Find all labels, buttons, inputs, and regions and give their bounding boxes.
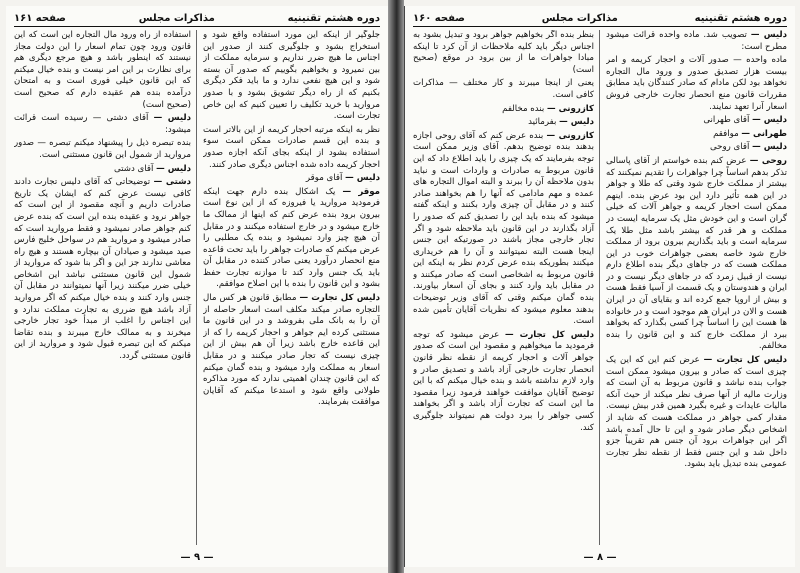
- paragraph: [203, 30, 380, 123]
- left-page-column-left: [14, 30, 197, 545]
- paragraph-text: عرض میشود که توجه فرمودید ما میخواهیم و مقصود این است که صدور جواهر آلات و احجار کریمه از نقطه نظر قانون انحصار تجارت خارجی آزاد باشد و تصدیق صادر و وارد لازم نداشته باشد و بنده خیال میکنم که با این توضیح آقایان موافقت خواهند فرمود زیرا مقصود ما این است که تجارت آزاد باشد و اگر بخواهند کسی جواهر را ببرد دولت هم نمیتواند جلوگیری کند.: [413, 329, 594, 433]
- speaker-name: دلیس —: [153, 113, 191, 124]
- right-page-header: [413, 10, 787, 27]
- paragraph: [606, 355, 787, 471]
- paragraph: [14, 177, 191, 363]
- paragraph-text: بفرمائید: [528, 117, 557, 128]
- paragraph-text: ماده واحده — صدور آلات و احجار کریمه و امر بیست هزار تصدیق صدور و ورود مال التجاره نخواهد بود لکن مادام که صادر کنندگان باید مطابق مقررات قانون منع انحصار تجارت خارجی فروش اسعار آنرا تعهد نمایند.: [606, 55, 787, 112]
- right-page-column-left: [413, 30, 600, 545]
- speaker-name: طهرانی —: [741, 128, 787, 139]
- right-header-title: مذاکرات مجلس: [541, 12, 618, 24]
- paragraph: [606, 115, 787, 127]
- speaker-name: دلیس کل تجارت —: [505, 329, 594, 340]
- paragraph: [413, 117, 594, 129]
- paragraph: [413, 104, 594, 116]
- paragraph: [606, 129, 787, 141]
- paragraph-text: آقای موقر: [305, 173, 343, 184]
- right-page: [404, 6, 795, 567]
- speaker-name: کازرونی —: [546, 130, 595, 141]
- paragraph: [413, 330, 594, 434]
- right-header-page-label: صفحه ۱۶۰: [413, 12, 465, 24]
- speaker-name: دلیس —: [345, 173, 380, 184]
- paragraph-text: بنده مخالفم: [502, 103, 545, 114]
- paragraph-text: مطابق قانون هر کس مال التجاره صادر میکند مکلف است اسعار حاصله از آن را به بانک ملی بفروشد و در این قانون ما مستثنی کرده ایم جواهر و احجار کریمه را که از این قاعده خارج باشد زیرا آن هم بیش از این چیزی نیست که تجار صادر میکنند و در مقابل اسعار به مملکت وارد میشود و بنده گمان میکنم که این قانون چندان اهمیتی ندارد که مورد مذاکره طولانی واقع شود و استدعا میکنم که آقایان موافقت بفرمایند.: [203, 293, 380, 408]
- speaker-name: دلیس —: [752, 142, 787, 153]
- speaker-name: دلیس کل تجارت —: [299, 293, 380, 304]
- left-header-page-label: صفحه ۱۶۱: [14, 12, 66, 24]
- paragraph-text: بنظر بنده اگر بخواهیم جواهر برود و تبدیل بشود به اجناس دیگر باید کلیه ملاحظات از آن کرد تا اینکه مبادا جواهرات ما از بین برود در موقع (صحیح است): [413, 30, 594, 75]
- paragraph: [203, 125, 380, 171]
- paragraph: [14, 164, 191, 176]
- paragraph-text: آقای طهرانی: [703, 115, 750, 126]
- paragraph: [413, 78, 594, 101]
- speaker-name: دلیس —: [156, 163, 191, 174]
- book-gutter: [388, 0, 404, 573]
- paragraph-text: آقای دشتی: [114, 163, 154, 174]
- paragraph: [413, 30, 594, 76]
- left-page-columns: [14, 30, 380, 545]
- paragraph: [606, 142, 787, 154]
- speaker-name: دلیس کل تجارت —: [703, 355, 787, 366]
- right-page-column-right: [606, 30, 787, 545]
- paragraph: [606, 30, 787, 53]
- paragraph: [14, 30, 191, 111]
- right-page-columns: [413, 30, 787, 545]
- speaker-name: روحی —: [749, 155, 787, 166]
- paragraph-text: موافقم: [713, 128, 739, 139]
- speaker-name: کازرونی —: [547, 103, 594, 114]
- left-page-number-value: ۹: [193, 552, 201, 563]
- paragraph: [413, 131, 594, 328]
- paragraph-text: توضیحاتی که آقای دلیس تجارت دادند کافی نیست عرض کنم که ایشان یک تاریخ صادرات داریم و آنچه مقصود از این است که جواهر نرود و عقیده بنده این است که بنده عرض کنم جواهر صادر نمیشود و فقط مروارید است که صادر میشود و مروارید هم در سواحل خلیج فارس صید میشود و صیادان آن بیچاره هستند و هیچ راه معاشی ندارند جز این و اگر بنا شود که مروارید از شمول این قانون مستثنی نباشد این اشخاص خیلی ضرر میکنند زیرا آنها نمیتوانند در مقابل آن جنس وارد کنند و بنده خیال میکنم که اگر مروارید آزاد باشد هیچ ضرری به تجارت مملکت ندارد و این اجناس را اغلب از مبدأ خود تجار خارجی میخرند و به ممالک خارج میبرند و بنده تقاضا میکنم که این تبصره قبول شود و مروارید از این قانون مستثنی گردد.: [14, 177, 191, 362]
- paragraph: [14, 138, 191, 161]
- paragraph: [606, 156, 787, 353]
- left-header-session: دوره هشتم تقنینیه: [287, 12, 380, 24]
- paragraph: [606, 55, 787, 113]
- left-page-number: — ۹ —: [180, 552, 214, 563]
- paragraph-text: بنده تبصره ذیل را پیشنهاد میکنم تبصره — صدور مروارید از شمول این قانون مستثنی است.: [14, 138, 191, 160]
- paragraph-text: آقای دشتی — رسیده است قرائت میشود:: [14, 113, 191, 135]
- right-page-number-value: ۸: [596, 552, 604, 563]
- paragraph: [203, 187, 380, 291]
- paragraph-text: جلوگیر از اینکه این مورد استفاده واقع شود و استخراج بشود و جلوگیری کنند از صدور این اجناس ما هیچ ضرر نداریم و سرمایه مملکت از بین نمیرود و بخواهیم بگوییم که صدور آن بسته شود و این هیچ نفعی ندارد و ما باید فکر دیگری بکنیم که از راه دیگر تشویق بشود و با صدور مروارید با خرید تکلیف را تعیین کنیم که این خاص تجارت است.: [203, 30, 380, 122]
- paragraph-text: یک اشکال بنده دارم جهت اینکه فرمودید مروارید یا فیروزه که از این نوع است بیرون برود بنده عرض کنم که اینها از ممالک ما خارج میشود و در خارج استفاده میکنند و در مقابل آن هیچ چیز وارد نمیشود و بنده یک مطلبی را عرض میکنم که صادرات جواهر را باید تحت قاعده منع انحصار درآورد یعنی صادر کننده در مقابل آن باید یک جنس وارد کند تا موازنه تجارت حفظ بشود و این قانون را بنده با این اصلاح موافقم.: [203, 186, 380, 290]
- paragraph: [14, 113, 191, 136]
- speaker-name: دشتی —: [153, 177, 191, 188]
- paragraph-text: عرض کنم این که این یک چیزی است که صادر و بیرون میشود ممکن است جواب بنده نباشد و قانون مربوط به آن است که وزارت مالیه از آنها صرف نظر میکند از حیث آنکه مالیات عایدات و غیره بگیرد همین قدر بیش نیست. مقدار کمی جواهر در مملکت هست که شاید از اشخاص دیگر صادر شود و این تا حال آمده باشد اگر این جواهرات برود آن جنس هم تقریباً جزو داخل شد و این جنس فقط از نقطه نظر تجارت عمومی بنده تبدیل باید بشود.: [606, 355, 787, 470]
- left-page-header: [14, 10, 380, 27]
- speaker-name: دلیس —: [752, 115, 787, 126]
- paragraph-text: تصویب شد. ماده واحده قرائت میشود مطرح است:: [606, 30, 787, 52]
- paragraph: [203, 293, 380, 409]
- speaker-name: دلیس —: [750, 30, 787, 40]
- paragraph-text: بنده عرض کنم که آقای روحی اجازه بدهند بنده توضیح بدهم. آقای وزیر ممکن است توجه بفرمایند که یک چیزی را باید اطلاع داد که این قانون مربوط به صادرات و واردات است و نباید بدون ملاحظه آن را ببرند و البته اموال التجاره های عمده و مهم مادامی که آنها را هم بخواهند صادر کنند و در مقابل آن چیزی وارد بکنند و اینکه گفته میشود که بنده باید این را تصدیق کنم که صدور را آزاد بگذارند در این قانون باید ملاحظه شود و اگر تجار خارجی مجاز باشند در صورتیکه این جنس اینجا هست البته نمیتوانند و آن را هم خریداری میکنند بطوریکه بنده عرض کردم نظر به اینکه این قانون مربوط به اشخاصی است که صادر میکنند و در مقابل باید وارد کنند و بجای آن اسعار بیاورند. بنده گمان میکنم وقتی که آقای وزیر توضیحات بدهند معلوم میشود که نظریات آقایان تأمین شده است.: [413, 130, 594, 327]
- right-page-number: — ۸ —: [583, 552, 617, 563]
- paragraph-text: نظر به اینکه مرتبه احجار کریمه از این بالاتر است و بنده این قسم صادرات ممکن است سوء استفاده بشود از اینکه بجای آنکه اجازه صدور احجار کریمه داده شده اجناس دیگری صادر کنند.: [203, 124, 380, 170]
- paragraph-text: یعنی از اینجا میبرند و کار مختلف — مذاکرات کافی است.: [413, 78, 594, 100]
- speaker-name: دلیس —: [559, 117, 594, 128]
- paragraph-text: عرض کنم بنده خواستم از آقای پاسالی تذکر بدهم اساساً چرا جواهرات را تقدیم نمیکنند که بیشتر از مملکت خارج شود وقتی که طلا و جواهر در این همه تأثیر دارد این بود عرض بنده. اینهم ممکن است احجار کریمه و جواهر آلات که خیلی گران است و این خودش مثل یک سرمایه ایست در مملکت و هر قدر که بیشتر باشد مثل طلا یک سرمایه است و باید بگذاریم بیرون برود از مملکت خارج شود خاصه بعضی جواهرات خوب در این مملکت هست که در جاهای دیگر بنده اطلاع دارم نیست از قبیل زمرد که در جاهای دیگر نیست و در ایران و هندوستان و یک قسمت از آسیا فقط هست و بیش از اروپا جمع کرده اند و بقایای آن در ایران هست و الان در ایران هم موجود است و در خانواده ها هست این را اساساً چرا کسی بگذارد که بخواهد ببرد از مملکت خارج کند و این قانون را بنده مخالفم.: [606, 155, 787, 352]
- right-header-session: دوره هشتم تقنینیه: [694, 12, 787, 24]
- paragraph-text: استفاده از راه ورود مال التجاره این است که این قانون ورود چون تمام اسعار را این دولت مجاز نیستند که اینطور باشد و هیچ مرجع دیگری هم برای نظارت بر این امر نیست و بنده خیال میکنم که این قانون خیلی فوری است و به امتحان درآمده بنده هم عقیده دارم که صحیح است (صحیح است): [14, 30, 191, 110]
- left-page-column-right: [203, 30, 380, 545]
- paragraph: [203, 173, 380, 185]
- left-header-title: مذاکرات مجلس: [138, 12, 215, 24]
- paragraph-text: آقای روحی: [710, 142, 750, 153]
- speaker-name: موقر —: [342, 186, 380, 197]
- left-page: [6, 6, 389, 567]
